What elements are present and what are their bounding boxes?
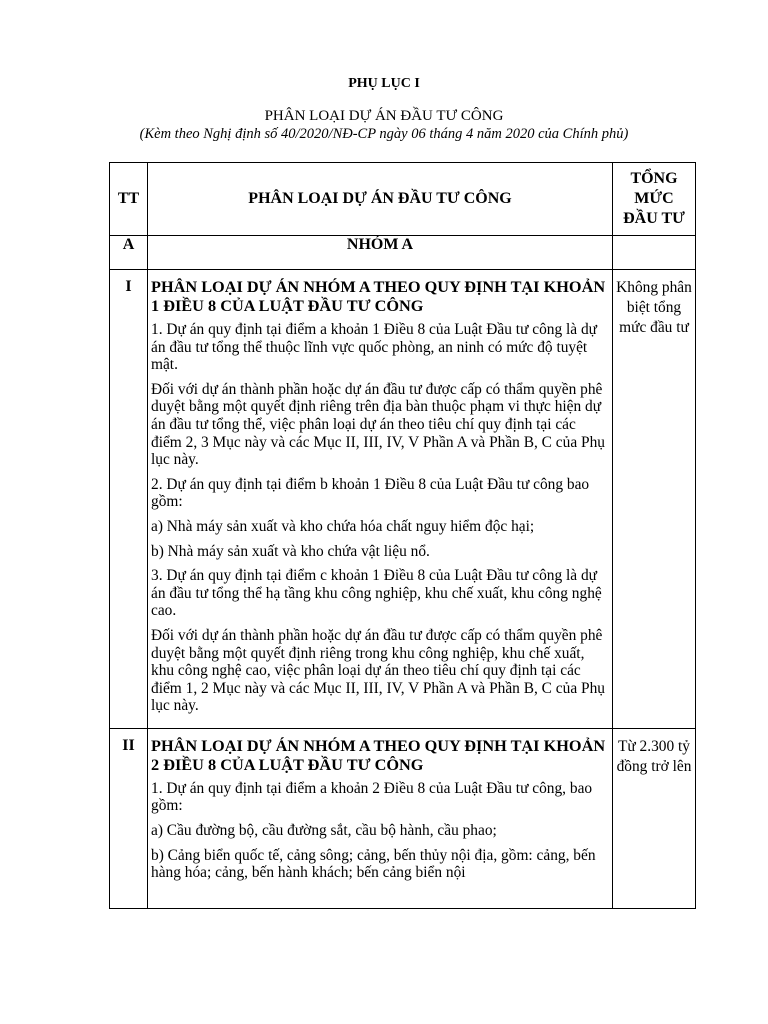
appendix-title: PHỤ LỤC I (348, 76, 420, 91)
document-heading: PHÂN LOẠI DỰ ÁN ĐẦU TƯ CÔNG (264, 108, 504, 124)
header-tt: TT (110, 163, 148, 236)
header-total-investment (613, 163, 696, 236)
section-paragraph: 1. Dự án quy định tại điểm a khoản 2 Điều 8 của Luật Đầu tư công, bao gồm: (151, 779, 593, 815)
section-paragraph: b) Nhà máy sản xuất và kho chứa vật liệu nổ. (151, 542, 430, 560)
section-number: II (110, 728, 148, 908)
section-paragraph: a) Cầu đường bộ, cầu đường sắt, cầu bộ hành, cầu phao; (151, 822, 497, 840)
section-paragraph: Đối với dự án thành phần hoặc dự án đầu tư được cấp có thẩm quyền phê duyệt bằng một quyết định riêng trên địa bàn thuộc phạm vi thực hiện dự án đầu tư tổng thể, việc phân loại dự án theo tiêu chí quy định tại các điểm 2, 3 Mục này và các Mục II, III, IV, V Phần A và Phần B, C của Phụ lục này. (151, 380, 605, 469)
group-empty-cell (613, 236, 696, 270)
section-paragraph: b) Cảng biển quốc tế, cảng sông; cảng, bến thủy nội địa, gồm: cảng, bến hàng hóa; cảng, bến hành khách; bến cảng biển nội (151, 846, 596, 882)
group-row (110, 236, 696, 270)
section-total-investment: Không phân biệt tổng mức đầu tư (613, 270, 696, 729)
section-paragraph: a) Nhà máy sản xuất và kho chứa hóa chất nguy hiểm độc hại; (151, 517, 535, 535)
section-body-clip (151, 736, 609, 894)
group-name: NHÓM A (148, 236, 613, 270)
section-paragraph: 2. Dự án quy định tại điểm b khoản 1 Điều 8 của Luật Đầu tư công bao gồm: (151, 475, 590, 511)
table-row (110, 270, 696, 729)
table-header-row (110, 163, 696, 236)
header-total-line2: MỨC (634, 190, 674, 207)
header-total-line3: ĐẦU TƯ (623, 210, 685, 227)
section-number: I (110, 270, 148, 729)
header-total-line1: TỔNG (630, 170, 678, 187)
table-row (110, 728, 696, 908)
header-classification: PHÂN LOẠI DỰ ÁN ĐẦU TƯ CÔNG (148, 163, 613, 236)
section-paragraph: 3. Dự án quy định tại điểm c khoản 1 Điều 8 của Luật Đầu tư công là dự án đầu tư tổng thể hạ tầng khu công nghiệp, khu chế xuất, khu công nghệ cao. (151, 567, 602, 620)
document-subheading: (Kèm theo Nghị định số 40/2020/NĐ-CP ngày 06 tháng 4 năm 2020 của Chính phủ) (139, 126, 629, 142)
classification-table (109, 162, 696, 909)
section-body (148, 728, 613, 908)
section-paragraph: Đối với dự án thành phần hoặc dự án đầu tư được cấp có thẩm quyền phê duyệt bằng một quyết định riêng trong khu công nghiệp, khu chế xuất, khu công nghệ cao, việc phân loại dự án theo tiêu chí quy định tại các điểm 1, 2 Mục này và các Mục II, III, IV, V Phần A và Phần B, C của Phụ lục này. (151, 626, 605, 715)
group-code: A (110, 236, 148, 270)
section-title: PHÂN LOẠI DỰ ÁN NHÓM A THEO QUY ĐỊNH TẠI KHOẢN 1 ĐIỀU 8 CỦA LUẬT ĐẦU TƯ CÔNG (151, 277, 606, 315)
section-total-investment: Từ 2.300 tỷ đồng trở lên (613, 728, 696, 908)
section-paragraph: 1. Dự án quy định tại điểm a khoản 1 Điều 8 của Luật Đầu tư công là dự án đầu tư tổng thể thuộc lĩnh vực quốc phòng, an ninh có mức độ tuyệt mật. (151, 321, 598, 374)
section-title: PHÂN LOẠI DỰ ÁN NHÓM A THEO QUY ĐỊNH TẠI KHOẢN 2 ĐIỀU 8 CỦA LUẬT ĐẦU TƯ CÔNG (151, 735, 606, 774)
section-body (148, 270, 613, 729)
